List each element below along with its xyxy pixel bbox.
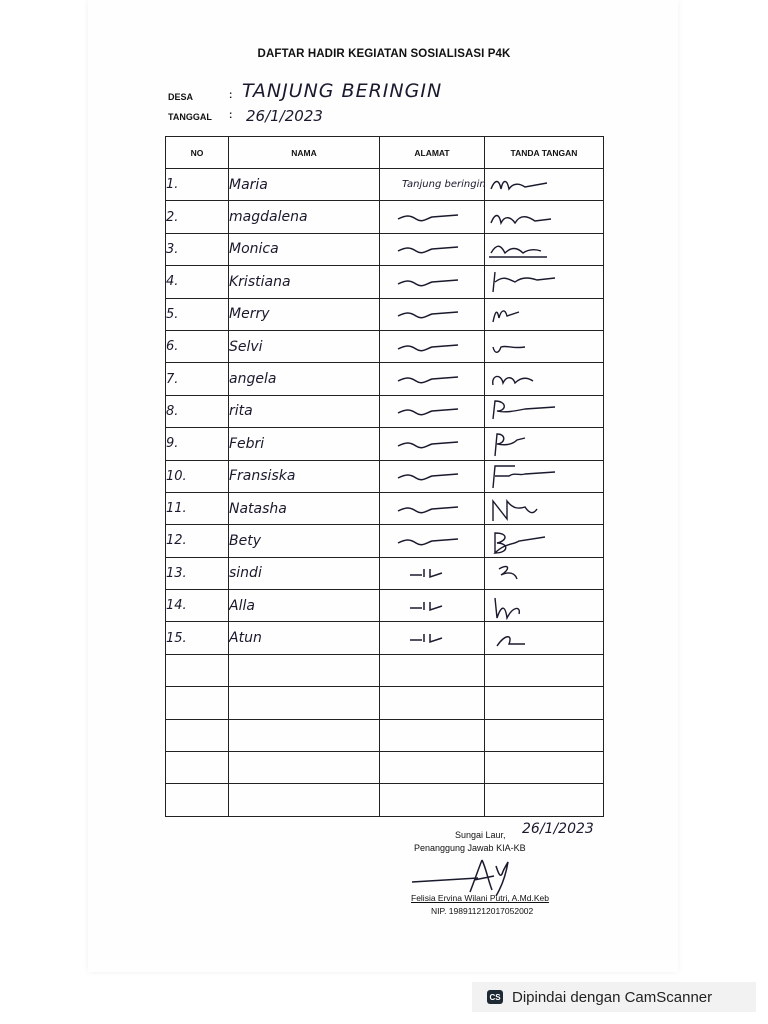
table-header-row [166,137,604,169]
row-signature [485,428,604,460]
row-signature [485,330,604,362]
signature-mark [485,171,595,199]
row-signature [485,201,604,233]
row-no: 8. [166,395,229,427]
table-row [166,525,604,557]
tanggal-value: 26/1/2023 [246,107,323,125]
table-row [166,492,604,524]
official-nip: NIP. 198911212017052002 [431,906,534,916]
row-nama: Natasha [229,492,380,524]
signature-mark [485,300,595,328]
official-name: Felisia Ervina Wilani Putri, A.Md.Keb [411,893,549,903]
table-row [166,266,604,298]
ditto-mark [380,466,480,486]
ditto-mark [380,531,480,551]
row-nama: Kristiana [229,266,380,298]
table-row [166,298,604,330]
signature-mark [485,559,595,587]
row-no: 3. [166,233,229,265]
camscanner-watermark [472,982,756,1012]
header-alamat: ALAMAT [380,137,485,169]
row-alamat [380,233,485,265]
footer-date: 26/1/2023 [522,821,594,837]
row-signature [485,622,604,654]
ditto-mark [380,272,480,292]
table-row [166,428,604,460]
table-row [166,622,604,654]
row-no [166,654,229,686]
table-row [166,169,604,201]
row-no [166,719,229,751]
table-row [166,687,604,719]
ditto-mark [380,434,480,454]
tanggal-colon: : [229,110,233,121]
camscanner-logo-icon: CS [487,990,503,1004]
signature-mark [485,268,595,296]
row-nama: Febri [229,428,380,460]
ditto-mark [380,369,480,389]
desa-colon: : [229,90,233,101]
ditto-mark [380,499,480,519]
signature-mark [485,333,595,361]
camscanner-text: Dipindai dengan CamScanner [512,988,713,1006]
row-signature [485,687,604,719]
table-row [166,460,604,492]
row-nama: Monica [229,233,380,265]
row-alamat [380,752,485,784]
table-row [166,233,604,265]
signature-mark [485,624,595,652]
row-nama: angela [229,363,380,395]
row-alamat [380,687,485,719]
row-alamat [380,428,485,460]
row-nama: magdalena [229,201,380,233]
row-signature [485,233,604,265]
table-row [166,363,604,395]
header-nama: NAMA [229,137,380,169]
signature-mark [485,203,595,231]
row-signature [485,525,604,557]
row-signature [485,395,604,427]
row-signature [485,654,604,686]
header-no: NO [166,137,229,169]
row-alamat [380,460,485,492]
row-no: 10. [166,460,229,492]
document-title: DAFTAR HADIR KEGIATAN SOSIALISASI P4K [257,48,511,60]
row-nama [229,719,380,751]
row-alamat [380,492,485,524]
row-nama: sindi [229,557,380,589]
signature-mark [485,430,595,458]
row-nama [229,654,380,686]
row-signature [485,266,604,298]
row-no: 7. [166,363,229,395]
row-nama: Bety [229,525,380,557]
row-nama [229,752,380,784]
row-signature [485,363,604,395]
signature-mark [485,397,595,425]
table-row [166,557,604,589]
ditto-mark [380,337,480,357]
table-row [166,395,604,427]
signature-mark [485,592,595,620]
row-no: 9. [166,428,229,460]
row-alamat [380,654,485,686]
row-no: 15. [166,622,229,654]
row-nama: rita [229,395,380,427]
ditto-mark [380,596,480,616]
row-signature [485,719,604,751]
signature-mark [485,462,595,490]
ditto-mark [380,401,480,421]
row-signature [485,460,604,492]
row-nama [229,784,380,817]
row-alamat [380,557,485,589]
row-nama [229,687,380,719]
ditto-mark [380,304,480,324]
ditto-mark [380,239,480,259]
row-alamat [380,330,485,362]
ditto-mark [380,628,480,648]
row-nama: Atun [229,622,380,654]
row-signature [485,169,604,201]
row-alamat [380,201,485,233]
ditto-mark [380,563,480,583]
row-alamat [380,266,485,298]
row-no [166,784,229,817]
row-signature [485,298,604,330]
row-nama: Merry [229,298,380,330]
row-no: 1. [166,169,229,201]
footer-place: Sungai Laur, [455,830,506,840]
row-alamat [380,784,485,817]
row-alamat [380,395,485,427]
row-alamat [380,590,485,622]
attendance-table [165,136,604,817]
row-no: 14. [166,590,229,622]
table-row [166,201,604,233]
row-alamat [380,525,485,557]
desa-value: TANJUNG BERINGIN [242,80,443,102]
row-no: 5. [166,298,229,330]
row-alamat [380,363,485,395]
row-no: 12. [166,525,229,557]
header-tanda-tangan: TANDA TANGAN [485,137,604,169]
row-alamat: Tanjung beringin [380,169,485,201]
row-no: 11. [166,492,229,524]
row-no: 4. [166,266,229,298]
row-nama: Alla [229,590,380,622]
ditto-mark [380,207,480,227]
row-no: 2. [166,201,229,233]
official-signature [408,852,528,898]
row-no: 13. [166,557,229,589]
table-row [166,752,604,784]
signature-mark [485,527,595,555]
table-row [166,330,604,362]
row-no: 6. [166,330,229,362]
signature-mark [485,235,595,263]
row-alamat [380,719,485,751]
signature-mark [485,495,595,523]
row-signature [485,784,604,817]
attendance-table-body [166,169,604,817]
row-signature [485,492,604,524]
row-nama: Selvi [229,330,380,362]
table-row [166,590,604,622]
row-nama: Fransiska [229,460,380,492]
row-no [166,752,229,784]
table-row [166,719,604,751]
tanggal-label: TANGGAL [168,112,212,122]
row-no [166,687,229,719]
row-nama: Maria [229,169,380,201]
row-alamat [380,298,485,330]
table-row [166,654,604,686]
row-signature [485,557,604,589]
footer-role: Penanggung Jawab KIA-KB [414,843,526,853]
row-signature [485,752,604,784]
desa-label: DESA [168,92,194,102]
row-signature [485,590,604,622]
row-alamat [380,622,485,654]
signature-mark [485,365,595,393]
table-row [166,784,604,817]
